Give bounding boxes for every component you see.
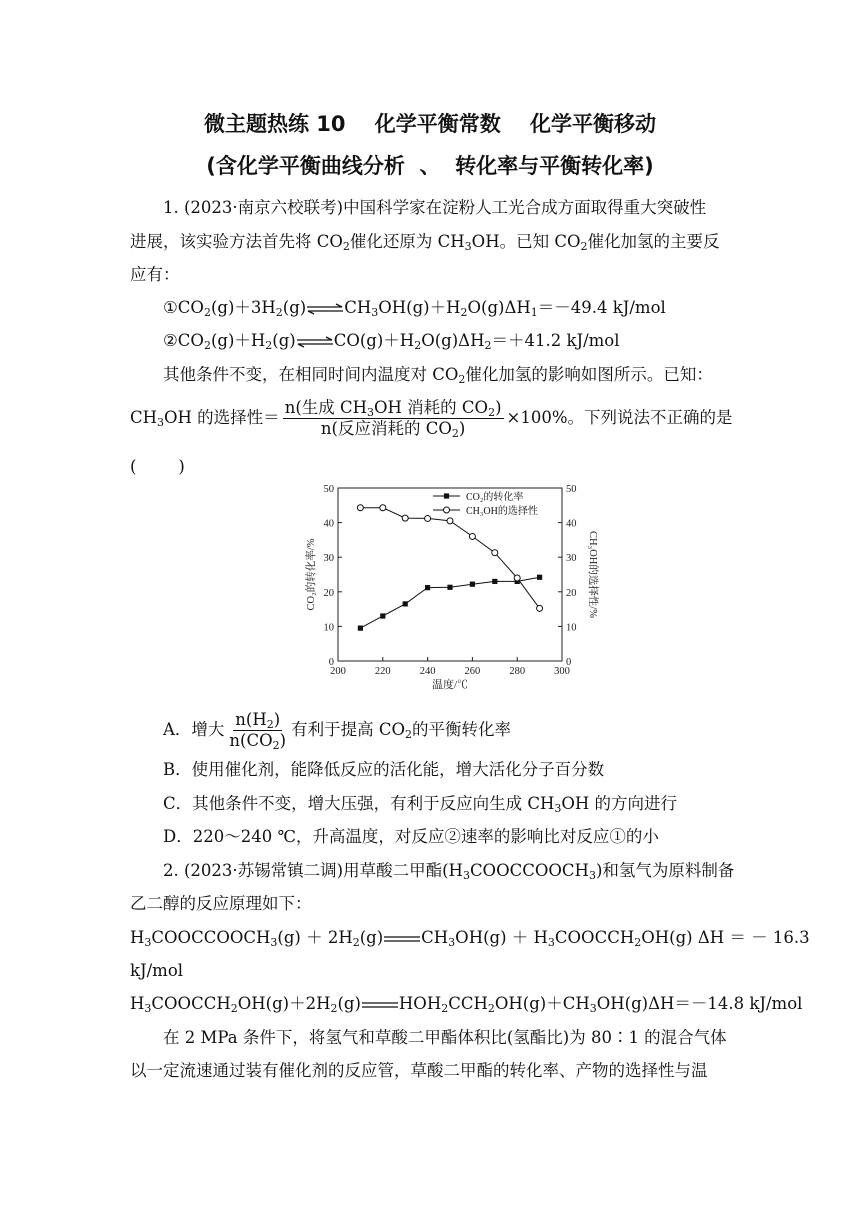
q1-intro-line2: 进展，该实验方法首先将 $CO_2$催化还原为 $CH_3OH$。已知 $CO_2$催化加氢的主要反	[130, 232, 720, 253]
q2-paragraph-line2: 以一定流速通过装有催化剂的反应管，草酸二甲酯的转化率、产物的选择性与温	[130, 1061, 708, 1080]
x-tick-label: 300	[554, 666, 570, 677]
data-point-circle	[469, 533, 475, 539]
data-point-square	[444, 493, 449, 498]
data-point-square	[380, 613, 385, 618]
chart-legend	[433, 490, 538, 517]
y-tick-label-left: 30	[323, 553, 334, 565]
legend-label: CH₃OH的选择性	[466, 506, 538, 517]
data-point-circle	[447, 518, 453, 524]
page-subtitle: (含化学平衡曲线分析 、 转化率与平衡转化率)	[206, 154, 654, 178]
data-point-square	[425, 585, 430, 590]
data-point-square	[537, 575, 542, 580]
x-tick-label: 240	[419, 666, 436, 677]
q2-equation-2: $H_3COOCCH_2OH(g)+2H_2(g)$ $HOH_2CCH_2OH(g)+CH_3OH(g)\Delta H=-14.8$ kJ/mol	[130, 994, 803, 1015]
h2-co2-ratio-fraction: $\frac{n(H_2)}{n(CO_2)}$	[229, 710, 287, 752]
data-point-square	[492, 579, 497, 584]
data-point-circle	[537, 605, 543, 611]
page-title: 微主题热练 10 化学平衡常数 化学平衡移动	[203, 112, 657, 136]
option-b[interactable]: B．使用催化剂，能降低反应的活化能，增大活化分子百分数	[163, 760, 605, 779]
equilibrium-arrow-icon	[296, 336, 334, 348]
y-tick-label-left: 0	[328, 657, 334, 668]
y-tick-label-left: 40	[323, 518, 334, 530]
data-point-circle	[402, 515, 408, 521]
q2-intro-line1: 2. (2023·苏锡常镇二调)用草酸二甲酯$(H_3COOCCOOCH_3)$和氢气为原料制备	[163, 861, 735, 882]
selectivity-definition: $CH_3OH$ 的选择性＝ $\frac{n(生成 CH_3OH 消耗的 CO_2)}{n(反应消耗的 CO_2)}$ ×100%。下列说法不正确的是	[130, 398, 733, 440]
answer-parentheses: ( )	[130, 457, 185, 476]
legend-label: CO₂的转化率	[466, 492, 524, 503]
q2-intro-line2: 乙二醇的反应原理如下：	[130, 894, 312, 913]
y-axis-label-right: CH₃OH的选择性/%	[587, 530, 598, 619]
equilibrium-arrow-icon	[306, 303, 344, 315]
data-point-square	[358, 626, 363, 631]
chart-series	[357, 505, 542, 631]
y-axis-label-left: CO₂的转化率/%	[306, 538, 317, 611]
x-tick-label: 220	[374, 666, 391, 677]
equals-arrow-icon	[383, 933, 421, 945]
data-point-circle	[380, 505, 386, 511]
x-tick-label: 260	[464, 666, 481, 677]
reaction-1: $①CO_2(g)+3H_2(g)$ $CH_3OH(g)+H_2O(g)\Delta H_1=-49.4$ kJ/mol	[163, 298, 666, 319]
data-point-circle	[444, 507, 450, 513]
series-1	[358, 575, 542, 631]
y-tick-label-right: 40	[566, 518, 577, 530]
y-tick-label-right: 50	[566, 484, 577, 495]
option-a[interactable]: A．增大 $\frac{n(H_2)}{n(CO_2)}$ 有利于提高 $CO_2$的平衡转化率	[163, 710, 511, 752]
data-point-circle	[514, 575, 520, 581]
temperature-chart	[300, 478, 600, 694]
q1-condition: 其他条件不变，在相同时间内温度对 $CO_2$催化加氢的影响如图所示。已知：	[163, 365, 713, 386]
q2-equation-1-unit: kJ/mol	[130, 961, 184, 980]
option-c[interactable]: C．其他条件不变，增大压强，有利于反应向生成 $CH_3OH$ 的方向进行	[163, 794, 678, 815]
y-tick-label-right: 20	[566, 587, 577, 599]
option-d[interactable]: D．220～240 ℃，升高温度，对反应②速率的影响比对反应①的小	[163, 827, 659, 846]
equals-arrow-icon	[361, 999, 399, 1011]
y-tick-label-right: 0	[566, 657, 572, 668]
data-point-circle	[492, 550, 498, 556]
y-tick-label-right: 10	[566, 622, 577, 634]
selectivity-fraction: $\frac{n(生成 CH_3OH 消耗的 CO_2)}{n(反应消耗的 CO_2)}$	[284, 398, 502, 440]
q1-intro-line1: 1. (2023·南京六校联考)中国科学家在淀粉人工光合成方面取得重大突破性	[163, 198, 707, 217]
reaction-2: $②CO_2(g)+H_2(g)$ $CO(g)+H_2O(g)\Delta H_2=+41.2$ kJ/mol	[163, 331, 620, 352]
q2-paragraph-line1: 在 2 MPa 条件下，将氢气和草酸二甲酯体积比(氢酯比)为 80∶1 的混合气体	[163, 1028, 727, 1047]
y-tick-label-left: 20	[323, 587, 334, 599]
q2-equation-1: $H_3COOCCOOCH_3(g) + 2H_2(g) CH_3OH(g)$ ＋ $H_3COOCCH_2OH(g) \Delta H$ ＝ － 16.3	[130, 928, 810, 949]
x-axis-label: 温度/℃	[431, 679, 469, 691]
data-point-circle	[425, 515, 431, 521]
y-tick-label-left: 10	[323, 622, 334, 634]
data-point-square	[470, 582, 475, 587]
series-2	[357, 505, 542, 612]
y-tick-label-left: 50	[323, 484, 334, 495]
q1-intro-line3: 应有：	[130, 265, 180, 284]
x-tick-label: 280	[509, 666, 526, 677]
data-point-square	[447, 585, 452, 590]
data-point-square	[403, 601, 408, 606]
data-point-circle	[357, 505, 363, 511]
x-tick-label: 200	[330, 666, 346, 677]
y-tick-label-right: 30	[566, 553, 577, 565]
